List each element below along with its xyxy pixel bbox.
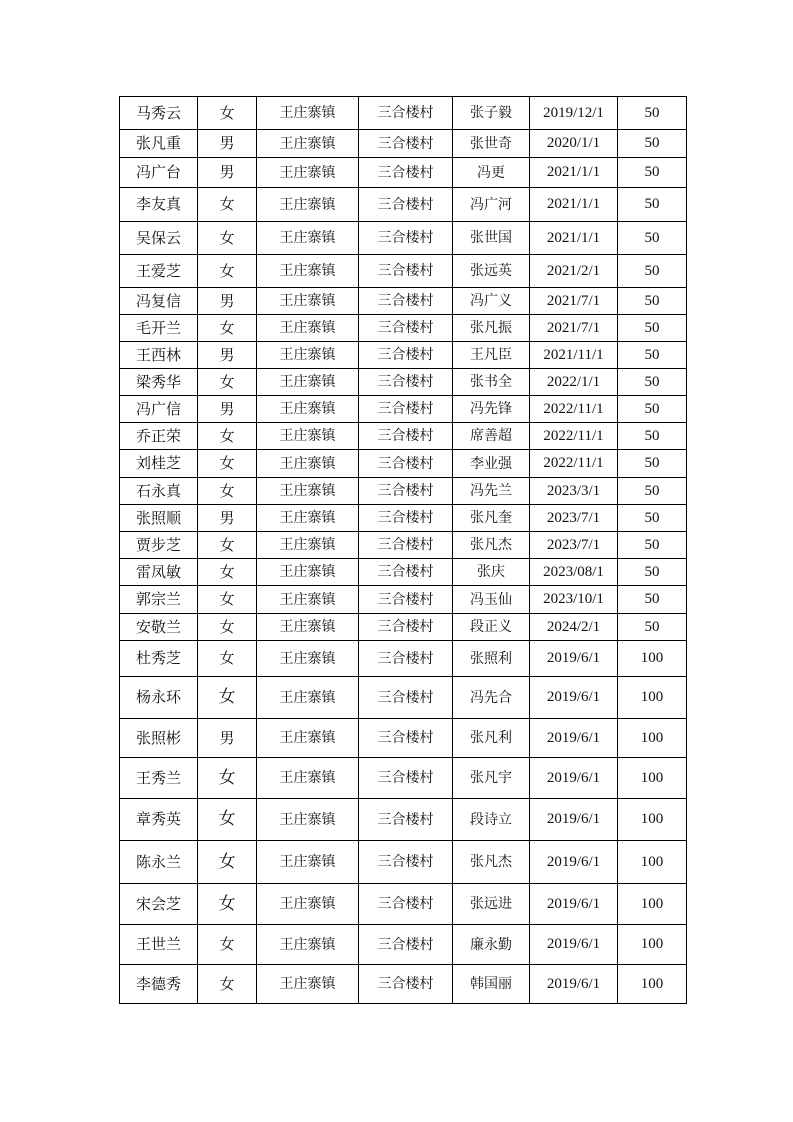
person-name-cell: 冯广台 <box>120 158 198 188</box>
town-cell: 王庄寨镇 <box>257 158 359 188</box>
village-cell: 三合楼村 <box>359 97 453 130</box>
village-cell: 三合楼村 <box>359 342 453 369</box>
table-row <box>120 841 687 884</box>
date-cell: 2019/6/1 <box>530 758 618 799</box>
date-cell: 2023/10/1 <box>530 586 618 614</box>
gender-cell: 女 <box>198 532 257 559</box>
amount-cell: 50 <box>618 450 687 478</box>
date-cell: 2023/7/1 <box>530 505 618 532</box>
agent-name-cell: 冯广河 <box>453 188 530 222</box>
table-row <box>120 158 687 188</box>
table-row <box>120 97 687 130</box>
agent-name-cell: 冯先锋 <box>453 396 530 423</box>
amount-cell: 100 <box>618 641 687 677</box>
person-name-cell: 梁秀华 <box>120 369 198 396</box>
village-cell: 三合楼村 <box>359 614 453 641</box>
gender-cell: 男 <box>198 719 257 758</box>
gender-cell: 女 <box>198 841 257 884</box>
town-cell: 王庄寨镇 <box>257 614 359 641</box>
agent-name-cell: 张凡杰 <box>453 841 530 884</box>
gender-cell: 男 <box>198 396 257 423</box>
village-cell: 三合楼村 <box>359 559 453 586</box>
person-name-cell: 乔正荣 <box>120 423 198 450</box>
table-row <box>120 342 687 369</box>
agent-name-cell: 冯广义 <box>453 288 530 315</box>
agent-name-cell: 张凡杰 <box>453 532 530 559</box>
gender-cell: 女 <box>198 423 257 450</box>
person-name-cell: 郭宗兰 <box>120 586 198 614</box>
village-cell: 三合楼村 <box>359 255 453 288</box>
date-cell: 2023/7/1 <box>530 532 618 559</box>
table-row <box>120 758 687 799</box>
village-cell: 三合楼村 <box>359 677 453 719</box>
agent-name-cell: 张书全 <box>453 369 530 396</box>
amount-cell: 50 <box>618 158 687 188</box>
date-cell: 2021/2/1 <box>530 255 618 288</box>
amount-cell: 50 <box>618 586 687 614</box>
gender-cell: 女 <box>198 315 257 342</box>
town-cell: 王庄寨镇 <box>257 188 359 222</box>
village-cell: 三合楼村 <box>359 841 453 884</box>
agent-name-cell: 张子毅 <box>453 97 530 130</box>
person-name-cell: 章秀英 <box>120 799 198 841</box>
gender-cell: 女 <box>198 677 257 719</box>
agent-name-cell: 韩国丽 <box>453 965 530 1004</box>
person-name-cell: 马秀云 <box>120 97 198 130</box>
gender-cell: 女 <box>198 188 257 222</box>
table-row <box>120 130 687 158</box>
town-cell: 王庄寨镇 <box>257 396 359 423</box>
person-name-cell: 吴保云 <box>120 222 198 255</box>
table-row <box>120 369 687 396</box>
agent-name-cell: 张世国 <box>453 222 530 255</box>
town-cell: 王庄寨镇 <box>257 255 359 288</box>
town-cell: 王庄寨镇 <box>257 478 359 505</box>
table-row <box>120 222 687 255</box>
town-cell: 王庄寨镇 <box>257 288 359 315</box>
agent-name-cell: 王凡臣 <box>453 342 530 369</box>
village-cell: 三合楼村 <box>359 799 453 841</box>
village-cell: 三合楼村 <box>359 369 453 396</box>
village-cell: 三合楼村 <box>359 505 453 532</box>
date-cell: 2023/3/1 <box>530 478 618 505</box>
amount-cell: 50 <box>618 130 687 158</box>
agent-name-cell: 张远进 <box>453 884 530 925</box>
gender-cell: 女 <box>198 450 257 478</box>
amount-cell: 50 <box>618 614 687 641</box>
gender-cell: 女 <box>198 884 257 925</box>
person-name-cell: 石永真 <box>120 478 198 505</box>
village-cell: 三合楼村 <box>359 450 453 478</box>
table-row <box>120 559 687 586</box>
person-name-cell: 杨永环 <box>120 677 198 719</box>
village-cell: 三合楼村 <box>359 532 453 559</box>
agent-name-cell: 张庆 <box>453 559 530 586</box>
town-cell: 王庄寨镇 <box>257 965 359 1004</box>
date-cell: 2022/11/1 <box>530 450 618 478</box>
date-cell: 2019/6/1 <box>530 677 618 719</box>
agent-name-cell: 段正义 <box>453 614 530 641</box>
date-cell: 2020/1/1 <box>530 130 618 158</box>
town-cell: 王庄寨镇 <box>257 130 359 158</box>
person-name-cell: 贾步芝 <box>120 532 198 559</box>
amount-cell: 50 <box>618 288 687 315</box>
village-cell: 三合楼村 <box>359 965 453 1004</box>
gender-cell: 女 <box>198 255 257 288</box>
town-cell: 王庄寨镇 <box>257 719 359 758</box>
person-name-cell: 王世兰 <box>120 925 198 965</box>
date-cell: 2021/1/1 <box>530 188 618 222</box>
date-cell: 2022/1/1 <box>530 369 618 396</box>
agent-name-cell: 席善超 <box>453 423 530 450</box>
person-name-cell: 张照彬 <box>120 719 198 758</box>
agent-name-cell: 冯更 <box>453 158 530 188</box>
person-name-cell: 王爱芝 <box>120 255 198 288</box>
agent-name-cell: 张照利 <box>453 641 530 677</box>
table-row <box>120 965 687 1004</box>
agent-name-cell: 张世奇 <box>453 130 530 158</box>
amount-cell: 50 <box>618 369 687 396</box>
village-cell: 三合楼村 <box>359 158 453 188</box>
table-row <box>120 478 687 505</box>
person-name-cell: 李友真 <box>120 188 198 222</box>
village-cell: 三合楼村 <box>359 478 453 505</box>
table-row <box>120 641 687 677</box>
village-cell: 三合楼村 <box>359 719 453 758</box>
village-cell: 三合楼村 <box>359 315 453 342</box>
amount-cell: 100 <box>618 677 687 719</box>
person-name-cell: 杜秀芝 <box>120 641 198 677</box>
town-cell: 王庄寨镇 <box>257 505 359 532</box>
table-row <box>120 505 687 532</box>
date-cell: 2019/6/1 <box>530 799 618 841</box>
amount-cell: 50 <box>618 505 687 532</box>
amount-cell: 100 <box>618 719 687 758</box>
gender-cell: 男 <box>198 130 257 158</box>
amount-cell: 50 <box>618 478 687 505</box>
person-name-cell: 冯复信 <box>120 288 198 315</box>
date-cell: 2021/1/1 <box>530 222 618 255</box>
agent-name-cell: 张凡利 <box>453 719 530 758</box>
date-cell: 2019/6/1 <box>530 884 618 925</box>
date-cell: 2024/2/1 <box>530 614 618 641</box>
date-cell: 2021/11/1 <box>530 342 618 369</box>
village-cell: 三合楼村 <box>359 130 453 158</box>
gender-cell: 女 <box>198 586 257 614</box>
amount-cell: 50 <box>618 559 687 586</box>
amount-cell: 50 <box>618 423 687 450</box>
table-row <box>120 532 687 559</box>
town-cell: 王庄寨镇 <box>257 97 359 130</box>
gender-cell: 女 <box>198 614 257 641</box>
agent-name-cell: 段诗立 <box>453 799 530 841</box>
village-cell: 三合楼村 <box>359 288 453 315</box>
agent-name-cell: 冯先兰 <box>453 478 530 505</box>
village-cell: 三合楼村 <box>359 641 453 677</box>
table-row <box>120 925 687 965</box>
date-cell: 2022/11/1 <box>530 396 618 423</box>
date-cell: 2023/08/1 <box>530 559 618 586</box>
amount-cell: 50 <box>618 188 687 222</box>
town-cell: 王庄寨镇 <box>257 423 359 450</box>
person-name-cell: 李德秀 <box>120 965 198 1004</box>
person-name-cell: 宋会芝 <box>120 884 198 925</box>
date-cell: 2019/12/1 <box>530 97 618 130</box>
amount-cell: 100 <box>618 965 687 1004</box>
person-name-cell: 张照顺 <box>120 505 198 532</box>
town-cell: 王庄寨镇 <box>257 586 359 614</box>
town-cell: 王庄寨镇 <box>257 315 359 342</box>
person-name-cell: 安敬兰 <box>120 614 198 641</box>
village-cell: 三合楼村 <box>359 586 453 614</box>
agent-name-cell: 冯玉仙 <box>453 586 530 614</box>
agent-name-cell: 李业强 <box>453 450 530 478</box>
amount-cell: 50 <box>618 255 687 288</box>
town-cell: 王庄寨镇 <box>257 799 359 841</box>
gender-cell: 男 <box>198 342 257 369</box>
gender-cell: 女 <box>198 965 257 1004</box>
agent-name-cell: 廉永勤 <box>453 925 530 965</box>
gender-cell: 男 <box>198 158 257 188</box>
town-cell: 王庄寨镇 <box>257 925 359 965</box>
table-row <box>120 799 687 841</box>
town-cell: 王庄寨镇 <box>257 532 359 559</box>
table-row <box>120 614 687 641</box>
date-cell: 2019/6/1 <box>530 641 618 677</box>
gender-cell: 女 <box>198 641 257 677</box>
table-row <box>120 677 687 719</box>
table-row <box>120 586 687 614</box>
village-cell: 三合楼村 <box>359 222 453 255</box>
table-row <box>120 255 687 288</box>
amount-cell: 50 <box>618 222 687 255</box>
amount-cell: 100 <box>618 799 687 841</box>
town-cell: 王庄寨镇 <box>257 677 359 719</box>
town-cell: 王庄寨镇 <box>257 841 359 884</box>
date-cell: 2019/6/1 <box>530 965 618 1004</box>
table-row <box>120 719 687 758</box>
date-cell: 2019/6/1 <box>530 719 618 758</box>
date-cell: 2021/7/1 <box>530 288 618 315</box>
roster-body <box>120 97 687 1004</box>
date-cell: 2019/6/1 <box>530 925 618 965</box>
amount-cell: 50 <box>618 315 687 342</box>
person-name-cell: 张凡重 <box>120 130 198 158</box>
town-cell: 王庄寨镇 <box>257 559 359 586</box>
gender-cell: 女 <box>198 222 257 255</box>
gender-cell: 女 <box>198 799 257 841</box>
amount-cell: 100 <box>618 758 687 799</box>
table-row <box>120 450 687 478</box>
gender-cell: 女 <box>198 478 257 505</box>
agent-name-cell: 张远英 <box>453 255 530 288</box>
town-cell: 王庄寨镇 <box>257 641 359 677</box>
town-cell: 王庄寨镇 <box>257 222 359 255</box>
amount-cell: 100 <box>618 925 687 965</box>
amount-cell: 50 <box>618 97 687 130</box>
person-name-cell: 刘桂芝 <box>120 450 198 478</box>
person-name-cell: 雷凤敏 <box>120 559 198 586</box>
table-row <box>120 396 687 423</box>
date-cell: 2021/7/1 <box>530 315 618 342</box>
town-cell: 王庄寨镇 <box>257 884 359 925</box>
amount-cell: 50 <box>618 532 687 559</box>
table-row <box>120 188 687 222</box>
gender-cell: 男 <box>198 288 257 315</box>
amount-cell: 100 <box>618 884 687 925</box>
date-cell: 2019/6/1 <box>530 841 618 884</box>
agent-name-cell: 冯先合 <box>453 677 530 719</box>
person-name-cell: 陈永兰 <box>120 841 198 884</box>
agent-name-cell: 张凡奎 <box>453 505 530 532</box>
person-name-cell: 冯广信 <box>120 396 198 423</box>
gender-cell: 女 <box>198 369 257 396</box>
gender-cell: 男 <box>198 505 257 532</box>
town-cell: 王庄寨镇 <box>257 342 359 369</box>
amount-cell: 50 <box>618 396 687 423</box>
gender-cell: 女 <box>198 559 257 586</box>
village-cell: 三合楼村 <box>359 423 453 450</box>
table-row <box>120 423 687 450</box>
agent-name-cell: 张凡振 <box>453 315 530 342</box>
gender-cell: 女 <box>198 758 257 799</box>
town-cell: 王庄寨镇 <box>257 369 359 396</box>
village-cell: 三合楼村 <box>359 758 453 799</box>
roster-table <box>119 96 687 1004</box>
amount-cell: 100 <box>618 841 687 884</box>
amount-cell: 50 <box>618 342 687 369</box>
date-cell: 2021/1/1 <box>530 158 618 188</box>
person-name-cell: 王西林 <box>120 342 198 369</box>
village-cell: 三合楼村 <box>359 884 453 925</box>
person-name-cell: 王秀兰 <box>120 758 198 799</box>
gender-cell: 女 <box>198 97 257 130</box>
agent-name-cell: 张凡宇 <box>453 758 530 799</box>
town-cell: 王庄寨镇 <box>257 758 359 799</box>
village-cell: 三合楼村 <box>359 188 453 222</box>
gender-cell: 女 <box>198 925 257 965</box>
table-row <box>120 315 687 342</box>
table-row <box>120 884 687 925</box>
person-name-cell: 毛开兰 <box>120 315 198 342</box>
table-row <box>120 288 687 315</box>
village-cell: 三合楼村 <box>359 925 453 965</box>
date-cell: 2022/11/1 <box>530 423 618 450</box>
town-cell: 王庄寨镇 <box>257 450 359 478</box>
village-cell: 三合楼村 <box>359 396 453 423</box>
